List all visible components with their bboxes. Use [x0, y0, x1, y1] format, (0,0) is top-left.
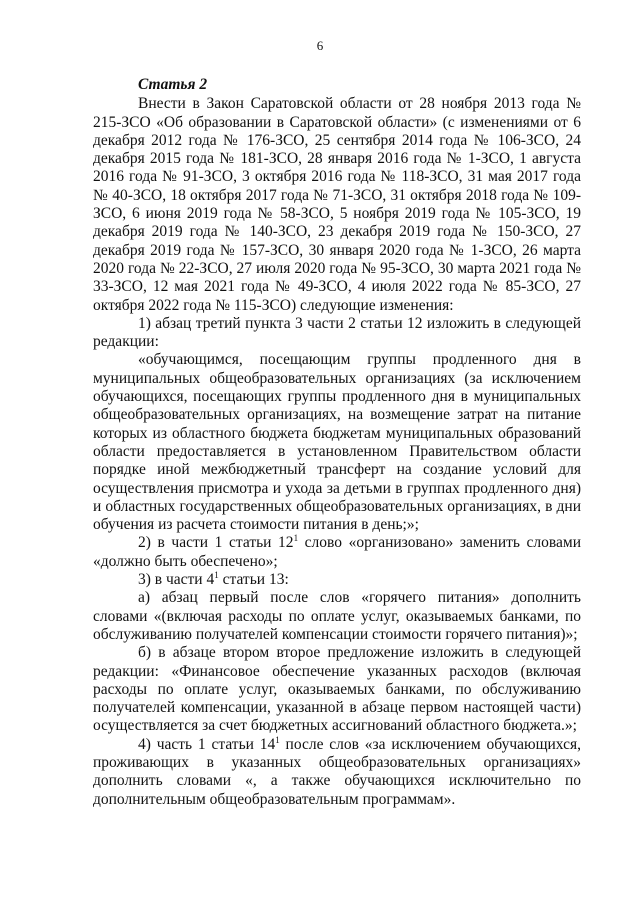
paragraph-intro: Внести в Закон Саратовской области от 28 ноября 2013 года № 215-ЗСО «Об образовании в Саратовской области» (с изменениями от 6 декабря 2012 года № 176-ЗСО, 25 сентября 2014 года № 106-ЗСО, 24 декабря 2015 года № 181-ЗСО, 28 января 2016 года № 1-ЗСО, 1 августа 2016 года № 91-ЗСО, 3 октября 2016 года № 118-ЗСО, 31 мая 2017 года № 40-ЗСО, 18 октября 2017 года № 71-ЗСО, 31 октября 2018 года № 109-ЗСО, 6 июня 2019 года № 58-ЗСО, 5 ноября 2019 года № 105-ЗСО, 19 декабря 2019 года № 140-ЗСО, 23 декабря 2019 года № 150-ЗСО, 27 декабря 2019 года № 157-ЗСО, 30 января 2020 года № 1-ЗСО, 26 марта 2020 года № 22-ЗСО, 27 июля 2020 года № 95-ЗСО, 30 марта 2021 года № 33-ЗСО, 12 мая 2021 года № 49-ЗСО, 4 июля 2022 года № 85-ЗСО, 27 октября 2022 года № 115-ЗСО) следующие изменения: [93, 95, 581, 314]
paragraph-item-3-pre: 3) в части 4 [138, 571, 215, 589]
paragraph-item-4-post: после слов «за исключением обучающихся, проживающих в указанных общеобразовательных организациях» дополнить словами «, а также обучающихся исключительно по дополнительным общеобразовательным программам». [93, 735, 581, 808]
paragraph-item-3b: б) в абзаце втором второе предложение изложить в следующей редакции: «Финансовое обеспечение указанных расходов (включая расходы по оплате услуг, оказываемых банками, по обслуживанию получателей компенсации, указанной в абзаце первом настоящей части) осуществляется за счет бюджетных ассигнований областного бюджета.»; [93, 644, 581, 735]
paragraph-item-2 [93, 534, 581, 571]
paragraph-item-3a: а) абзац первый после слов «горячего питания» дополнить словами «(включая расходы по оплате услуг, оказываемых банками, по обслуживанию получателей компенсации стоимости горячего питания)»; [93, 589, 581, 643]
paragraph-item-1: 1) абзац третий пункта 3 части 2 статьи 12 изложить в следующей редакции: [93, 314, 581, 351]
article-body [93, 76, 581, 809]
paragraph-item-2-post: слово «организовано» заменить словами «должно быть обеспечено»; [93, 534, 582, 570]
paragraph-item-3 [93, 571, 581, 589]
page-number: 6 [316, 38, 324, 53]
superscript: 1 [214, 570, 219, 581]
paragraph-item-4 [93, 736, 581, 809]
paragraph-item-3-post: статьи 13: [218, 571, 289, 589]
paragraph-item-2-pre: 2) в части 1 статьи 12 [138, 534, 294, 552]
paragraph-item-4-pre: 4) часть 1 статьи 14 [138, 735, 276, 753]
superscript: 1 [275, 734, 280, 745]
paragraph-quote-1: «обучающимся, посещающим группы продленного дня в муниципальных общеобразовательных организациях (за исключением обучающихся, посещающих группы продленного дня в муниципальных общеобразовательных организациях, на возмещение затрат на питание которых из областного бюджета бюджетам муниципальных образований области предоставляется в установленном Правительством области порядке иной межбюджетный трансферт на создание условий для осуществления присмотра и ухода за детьми в группах продленного дня) и областных государственных общеобразовательных организациях, в дни обучения из расчета стоимости питания в день;»; [93, 351, 581, 534]
article-heading: Статья 2 [138, 76, 208, 93]
superscript: 1 [293, 533, 299, 544]
